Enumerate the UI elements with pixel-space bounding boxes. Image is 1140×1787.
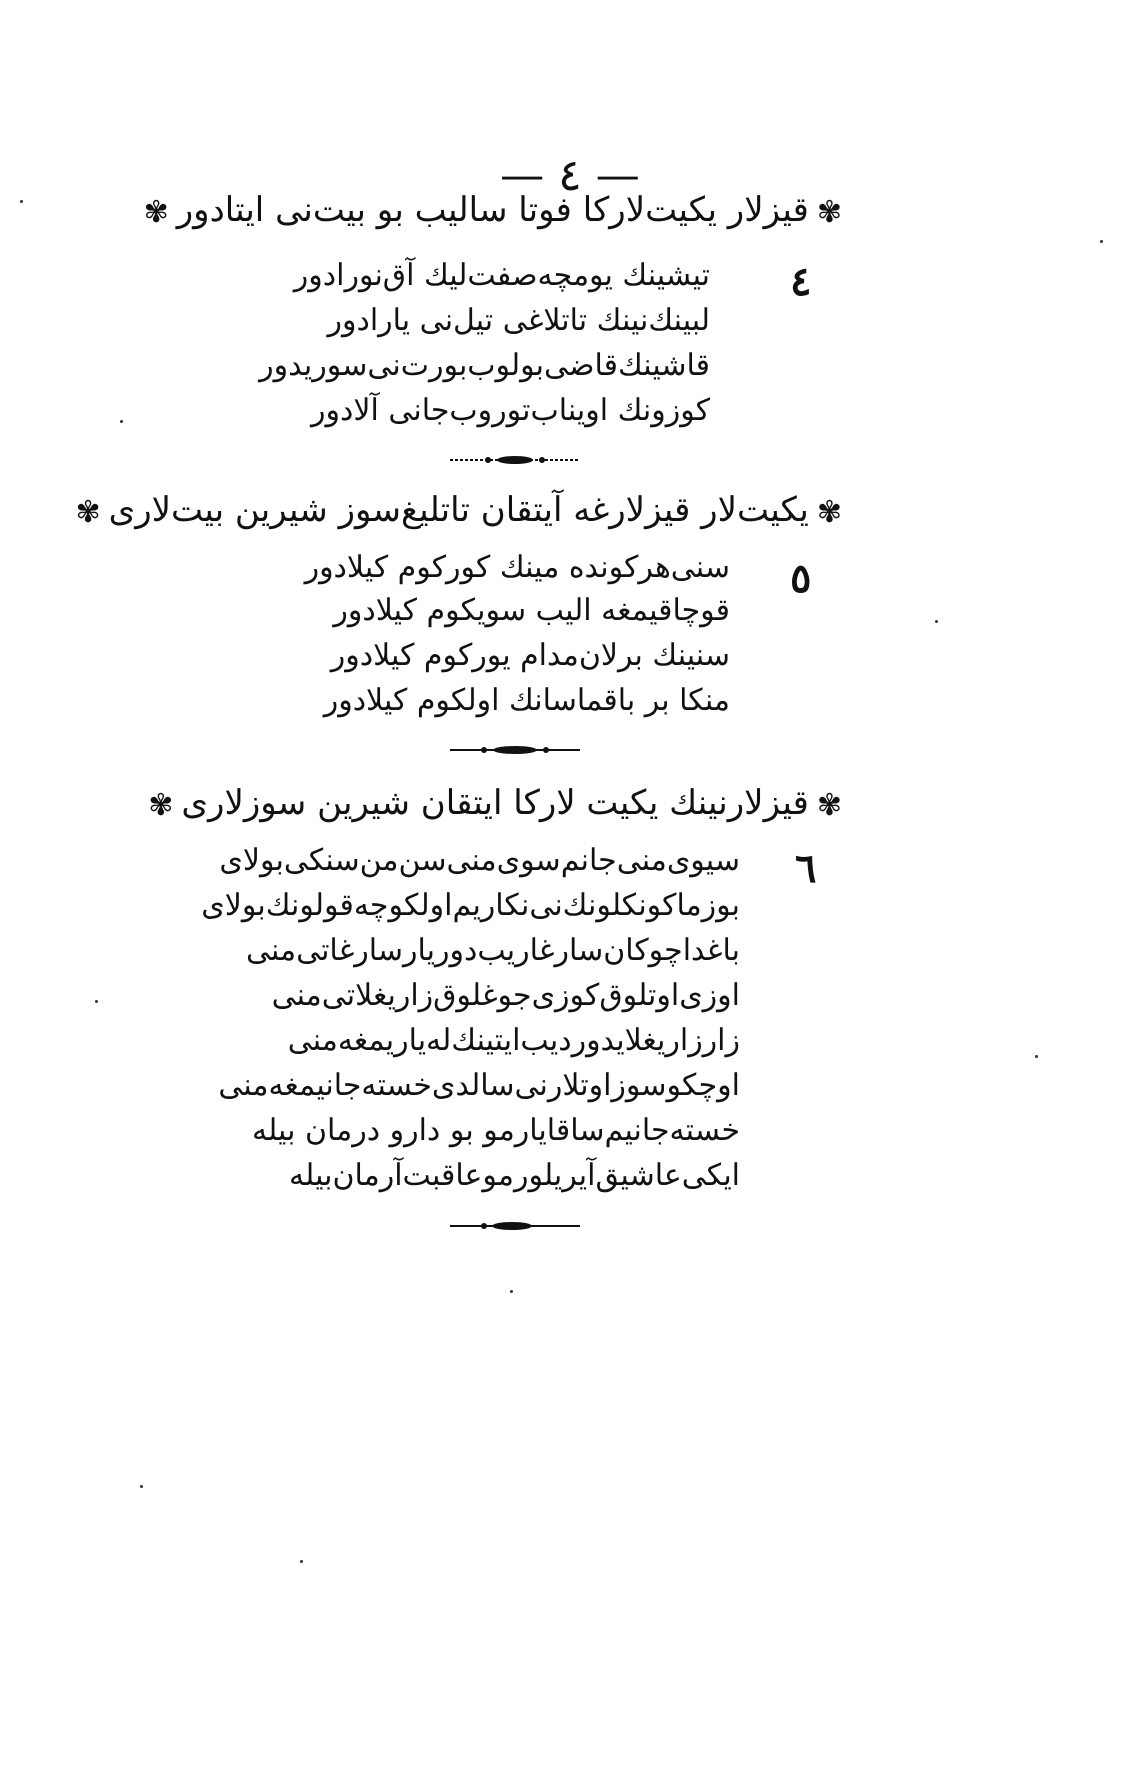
section-1-line-1: تیشینك یومچه‌صفت‌لیك آق‌نورادور [293,258,710,293]
scan-speck [935,620,938,623]
section-divider [450,1218,580,1234]
flower-ornament-icon: ✾ [816,494,842,530]
section-2-line-1: سنی‌هرکونده مینك کورکوم کیلادور [304,550,730,585]
page-number: — ٤ — [500,150,640,201]
section-1-number: ٤ [790,258,812,305]
section-divider [450,452,580,468]
section-3-line-4: اوزی‌اوتلوق‌کوزی‌جوغلوق‌زاریغلاتی‌منی [271,978,740,1013]
section-1-line-3: قاشینك‌قاضی‌بولوب‌بورت‌نی‌سوریدور [259,348,710,383]
section-2-number: ٥ [790,555,812,602]
flower-ornament-icon: ✾ [148,787,174,823]
section-2-line-4: منکا بر باقماسانك اولکوم کیلادور [323,683,730,718]
section-3-number: ٦ [795,845,817,892]
flower-ornament-icon: ✾ [816,194,842,230]
section-2-line-3: سنینك برلان‌مدام یورکوم کیلادور [330,638,730,673]
section-2-heading: یکیت‌لار قیزلارغه آیتقان تاتلیغ‌سوز شیرین بیت‌لاری [108,490,809,530]
scan-speck [20,200,23,203]
section-3-line-1: سیوی‌منی‌جانم‌سوی‌منی‌سن‌من‌سنکی‌بولای [219,843,740,878]
scan-speck [300,1560,303,1563]
section-1-heading-row [143,190,850,230]
section-3-line-8: ایکی‌عاشیق‌آیریلورموعاقبت‌آرمان‌بیله [289,1158,740,1193]
scan-speck [510,1290,513,1293]
section-2-line-2: قوچاقیمغه الیب سویکوم کیلادور [333,593,730,628]
section-3-line-2: بوزماکونکلونك‌نی‌نکاریم‌اولکوچه‌قولونك‌بولای [201,888,740,923]
scan-speck [1100,240,1103,243]
scan-speck [95,1000,98,1003]
flower-ornament-icon: ✾ [75,494,101,530]
section-3-line-5: زارزاریغلایدوردیب‌ایتینك‌له‌یاریمغه‌منی [287,1023,740,1058]
scan-speck [1035,1055,1038,1058]
section-3-heading: قیزلارنینك یکیت لارکا ایتقان شیرین سوزلاری [181,783,809,823]
scan-speck [140,1485,143,1488]
flower-ornament-icon: ✾ [143,194,169,230]
scan-speck [120,420,123,423]
flower-ornament-icon: ✾ [816,787,842,823]
section-1-line-2: لبینك‌نینك تاتلاغی تیل‌نی یارادور [327,303,710,338]
section-divider [450,742,580,758]
section-1-heading: قیزلار یکیت‌لارکا فوتا سالیب بو بیت‌نی ایتادور [176,190,809,230]
section-3-line-7: خسته‌جانیم‌ساقایارمو بو دارو درمان بیله [252,1113,740,1148]
section-1-line-4: کوزونك اویناب‌توروب‌جانی آلادور [311,393,710,428]
section-2-heading-row [75,490,850,530]
section-3-line-3: باغداچوکان‌سارغاریب‌دوریارسارغاتی‌منی [245,933,740,968]
section-3-heading-row [150,783,850,823]
section-3-line-6: اوچکوسوزاوتلارنی‌سالدی‌خسته‌جانیمغه‌منی [218,1068,740,1103]
